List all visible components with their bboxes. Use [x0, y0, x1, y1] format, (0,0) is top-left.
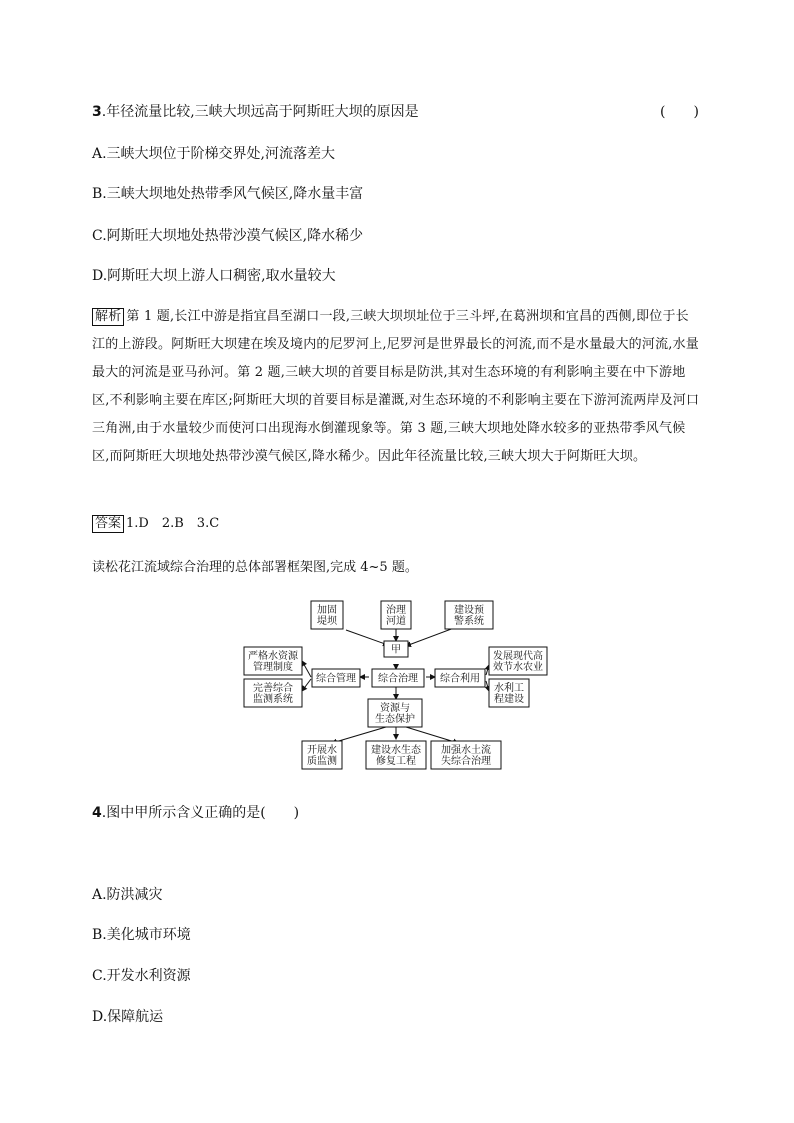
diagram-bottom-1-label: 开展水	[307, 745, 337, 756]
answer-paren: ( )	[660, 104, 699, 120]
question-3-title: 3.年径流量比较,三峡大坝远高于阿斯旺大坝的原因是	[92, 104, 419, 120]
diagram-bottom-1-label: 质监测	[307, 756, 337, 767]
answer-tag: 答案	[92, 515, 124, 533]
diagram-right-1-label: 发展现代高	[493, 651, 543, 662]
diagram-right-2-label: 水利工	[494, 683, 524, 694]
q3-option-a: A.三峡大坝位于阶梯交界处,河流落差大	[92, 146, 336, 162]
diagram-top-3-label: 警系统	[454, 616, 484, 627]
diagram-jia-label: 甲	[391, 644, 401, 656]
diagram-left-2-label: 监测系统	[253, 694, 293, 705]
diagram-right-mid-label: 综合利用	[440, 673, 480, 685]
explanation-text: 第 1 题,长江中游是指宜昌至湖口一段,三峡大坝坝址位于三斗坪,在葛洲坝和宜昌的西侧,即位于长江的上游段。阿斯旺大坝建在埃及境内的尼罗河上,尼罗河是世界最长的河流,而不是水量最大的河流,水量最大的河流是亚马孙河。第 2 题,三峡大坝的首要目标是防洪,其对生态环境的有利影响主要在中下游地区,不利影响主要在库区;阿斯旺大坝的首要目标是灌溉,对生态环境的不利影响主要在下游河流两岸及河口三角洲,由于水量较少而使河口出现海水倒灌现象等。第 3 题,三峡大坝地处降水较多的亚热带季风气候区,而阿斯旺大坝地处热带沙漠气候区,降水稀少。因此年径流量比较,三峡大坝大于阿斯旺大坝。	[92, 309, 700, 464]
q3-option-d: D.阿斯旺大坝上游人口稠密,取水量较大	[92, 268, 336, 284]
diagram-right-1-label: 效节水农业	[493, 662, 543, 673]
q4-option-c: C.开发水利资源	[92, 968, 191, 984]
answer-line	[92, 512, 219, 533]
diagram-top-1-label: 加固	[317, 605, 337, 616]
diagram-bottom-mid-label: 资源与	[380, 703, 410, 714]
diagram-left-1-label: 严格水资源	[248, 651, 298, 662]
diagram-left-1-label: 管理制度	[253, 662, 293, 673]
diagram-left-mid-label: 综合管理	[316, 673, 356, 685]
diagram-bottom-3-label: 失综合治理	[441, 756, 491, 767]
diagram-intro: 读松花江流域综合治理的总体部署框架图,完成 4~5 题。	[92, 560, 418, 575]
diagram-top-2-label: 治理	[386, 605, 406, 616]
diagram-bottom-2-label: 修复工程	[376, 756, 416, 767]
diagram-top-1-label: 堤坝	[317, 616, 337, 627]
explanation	[92, 303, 702, 471]
diagram-top-3-label: 建设预	[454, 605, 484, 616]
q3-option-c: C.阿斯旺大坝地处热带沙漠气候区,降水稀少	[92, 228, 364, 244]
diagram-bottom-mid-label: 生态保护	[375, 714, 415, 725]
q4-option-b: B.美化城市环境	[92, 927, 191, 943]
explanation-tag: 解析	[92, 308, 124, 326]
question-4-title: 4.图中甲所示含义正确的是( )	[92, 805, 300, 821]
framework-diagram	[236, 595, 552, 773]
diagram-left-2-label: 完善综合	[253, 683, 293, 694]
q3-option-b: B.三峡大坝地处热带季风气候区,降水量丰富	[92, 186, 364, 202]
diagram-top-2-label: 河道	[386, 616, 406, 627]
diagram-bottom-3-label: 加强水土流	[441, 745, 491, 756]
q4-option-d: D.保障航运	[92, 1009, 164, 1025]
diagram-center-label: 综合治理	[378, 673, 418, 685]
diagram-right-2-label: 程建设	[494, 694, 524, 705]
answer-text: 1.D 2.B 3.C	[126, 516, 220, 531]
q4-option-a: A.防洪减灾	[92, 887, 163, 903]
diagram-bottom-2-label: 建设水生态	[371, 745, 421, 756]
